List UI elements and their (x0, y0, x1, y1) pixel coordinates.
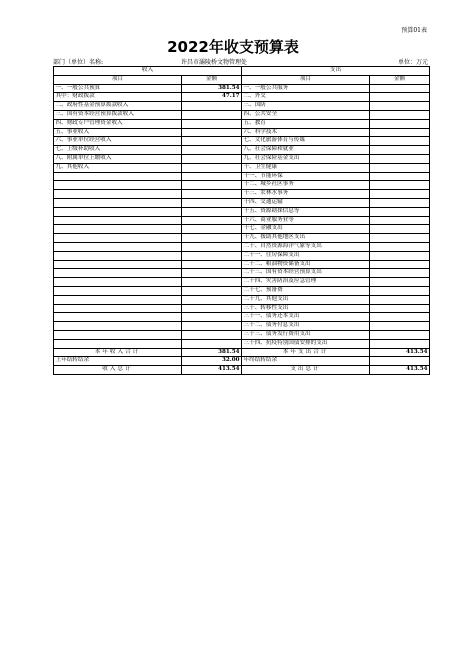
income-amount-cell (182, 242, 242, 251)
income-amount-cell (182, 234, 242, 243)
table-row (54, 251, 430, 260)
expense-amount-cell (370, 339, 430, 348)
income-item-cell (54, 225, 182, 234)
income-amount-cell (182, 154, 242, 163)
expense-item-cell: 六、科学技术 (242, 128, 370, 137)
page-title: 2022年收支预算表 (167, 38, 299, 56)
expense-amount-cell (370, 251, 430, 260)
income-item-cell: 九、其他收入 (54, 163, 182, 172)
table-row (54, 207, 430, 216)
expense-item-cell: 二十七、预备费 (242, 286, 370, 295)
carry-over-row (54, 357, 430, 366)
expense-amount-cell (370, 322, 430, 331)
table-row (54, 163, 430, 172)
year-expense-label: 本年支出合计 (242, 348, 370, 357)
income-amount-cell (182, 102, 242, 111)
income-item-cell: 四、财政专户管理资金收入 (54, 119, 182, 128)
income-amount-cell (182, 110, 242, 119)
expense-item-cell: 十五、资源勘探信息等 (242, 207, 370, 216)
table-row (54, 322, 430, 331)
form-number: 预算01表 (401, 27, 427, 34)
expense-item-cell: 三十二、债务付息支出 (242, 322, 370, 331)
expense-item-cell: 五、教育 (242, 119, 370, 128)
expense-item-cell: 三十一、债务还本支出 (242, 313, 370, 322)
expense-total-label: 支出总计 (242, 366, 370, 375)
income-item-header: 项目 (54, 75, 182, 84)
income-total-label: 收入总计 (54, 366, 182, 375)
income-item-cell (54, 304, 182, 313)
expense-item-cell: 九、社会保险基金支出 (242, 154, 370, 163)
income-item-cell (54, 190, 182, 199)
expense-amount-cell (370, 128, 430, 137)
year-total-row (54, 348, 430, 357)
income-item-cell: 七、上级补助收入 (54, 146, 182, 155)
expense-item-cell: 十七、金融支出 (242, 225, 370, 234)
expense-item-cell: 十二、城乡社区事务 (242, 181, 370, 190)
table-row (54, 190, 430, 199)
income-item-cell (54, 251, 182, 260)
expense-item-cell: 二十四、灾害防治及应急管理 (242, 278, 370, 287)
carry-out-label: 年终结转结余 (242, 357, 370, 366)
table-row (54, 339, 430, 348)
expense-item-cell: 二、外交 (242, 93, 370, 102)
income-amount-cell (182, 216, 242, 225)
table-row (54, 260, 430, 269)
income-item-cell (54, 172, 182, 181)
expense-item-cell: 七、文化旅游体育与传媒 (242, 137, 370, 146)
expense-item-header: 项目 (242, 75, 370, 84)
income-item-cell: 一、一般公共预算 (54, 84, 182, 93)
table-row (54, 286, 430, 295)
expense-amount-cell (370, 93, 430, 102)
expense-amount-cell (370, 207, 430, 216)
income-amount-cell (182, 286, 242, 295)
income-item-cell: 二、政府性基金预算拨款收入 (54, 102, 182, 111)
table-row (54, 198, 430, 207)
table-meta (53, 57, 428, 66)
income-item-cell (54, 198, 182, 207)
income-amount-cell (182, 207, 242, 216)
income-amount-cell (182, 251, 242, 260)
income-amount-cell (182, 339, 242, 348)
expense-amount-cell (370, 110, 430, 119)
income-item-cell: 八、附属单位上缴收入 (54, 154, 182, 163)
expense-item-cell: 三十、转移性支出 (242, 304, 370, 313)
expense-item-cell: 十一、节能环保 (242, 172, 370, 181)
unit-label: 单位：万元 (397, 59, 428, 66)
expense-item-cell: 二十九、其他支出 (242, 295, 370, 304)
income-amount-cell (182, 260, 242, 269)
year-expense-amount: 413.54 (370, 348, 430, 357)
table-row (54, 102, 430, 111)
income-item-cell (54, 216, 182, 225)
table-row (54, 234, 430, 243)
income-item-cell (54, 269, 182, 278)
expense-amount-cell (370, 269, 430, 278)
expense-total-amount: 413.54 (370, 366, 430, 375)
table-row (54, 119, 430, 128)
income-amount-cell (182, 198, 242, 207)
table-row (54, 172, 430, 181)
expense-amount-cell (370, 225, 430, 234)
year-income-amount: 381.54 (182, 348, 242, 357)
carry-out-amount (370, 357, 430, 366)
income-amount-cell (182, 304, 242, 313)
income-item-cell (54, 339, 182, 348)
table-row (54, 278, 430, 287)
expense-item-cell: 十六、商业服务业等 (242, 216, 370, 225)
grand-total-row (54, 366, 430, 375)
expense-item-cell: 十四、交通运输 (242, 198, 370, 207)
expense-item-cell: 二十、自然资源海洋气象等支出 (242, 242, 370, 251)
table-row (54, 304, 430, 313)
table-row (54, 242, 430, 251)
expense-amount-header: 金额 (370, 75, 430, 84)
table-row (54, 137, 430, 146)
expense-amount-cell (370, 304, 430, 313)
income-item-cell (54, 278, 182, 287)
income-item-cell: 三、国有资本经营预算拨款收入 (54, 110, 182, 119)
income-amount-cell: 381.54 (182, 84, 242, 93)
year-income-label: 本年收入合计 (54, 348, 182, 357)
expense-amount-cell (370, 295, 430, 304)
income-amount-cell (182, 269, 242, 278)
income-amount-cell (182, 295, 242, 304)
income-item-cell: 六、事业单位经营收入 (54, 137, 182, 146)
income-amount-cell: 47.17 (182, 93, 242, 102)
income-amount-cell (182, 119, 242, 128)
income-item-cell (54, 313, 182, 322)
income-item-cell (54, 181, 182, 190)
expense-item-cell: 二十二、粮油物资储备支出 (242, 260, 370, 269)
section-header-row (54, 67, 430, 76)
table-row (54, 128, 430, 137)
income-amount-cell (182, 313, 242, 322)
income-amount-cell (182, 330, 242, 339)
dept-name: 许昌市灞陵桥文物管理处 (181, 59, 248, 66)
expense-amount-cell (370, 181, 430, 190)
income-header: 收入 (54, 67, 242, 76)
table-row (54, 269, 430, 278)
income-item-cell: 五、事业收入 (54, 128, 182, 137)
expense-item-cell: 二十一、住房保障支出 (242, 251, 370, 260)
table-row (54, 84, 430, 93)
income-amount-cell (182, 146, 242, 155)
expense-item-cell: 二十三、国有资本经营预算支出 (242, 269, 370, 278)
income-amount-cell (182, 322, 242, 331)
column-header-row (54, 75, 430, 84)
totals-body (54, 348, 430, 374)
table-row (54, 295, 430, 304)
expense-amount-cell (370, 198, 430, 207)
income-item-cell (54, 260, 182, 269)
expense-amount-cell (370, 286, 430, 295)
income-amount-header: 金额 (182, 75, 242, 84)
income-amount-cell (182, 278, 242, 287)
table-row (54, 181, 430, 190)
expense-item-cell: 八、社会保障和就业 (242, 146, 370, 155)
income-item-cell: 其中：财政拨款 (54, 93, 182, 102)
expense-item-cell: 三十三、债务发行费用支出 (242, 330, 370, 339)
table-row (54, 313, 430, 322)
expense-item-cell: 十九、援助其他地区支出 (242, 234, 370, 243)
expense-amount-cell (370, 330, 430, 339)
expense-header: 支出 (242, 67, 430, 76)
carry-in-amount: 32.00 (182, 357, 242, 366)
table-row (54, 216, 430, 225)
expense-amount-cell (370, 216, 430, 225)
expense-item-cell: 三、国防 (242, 102, 370, 111)
expense-amount-cell (370, 102, 430, 111)
income-amount-cell (182, 163, 242, 172)
income-total-amount: 413.54 (182, 366, 242, 375)
expense-amount-cell (370, 234, 430, 243)
income-item-cell (54, 234, 182, 243)
income-amount-cell (182, 181, 242, 190)
table-row (54, 93, 430, 102)
expense-amount-cell (370, 313, 430, 322)
expense-amount-cell (370, 260, 430, 269)
expense-amount-cell (370, 242, 430, 251)
expense-item-cell: 十、卫生健康 (242, 163, 370, 172)
income-item-cell (54, 330, 182, 339)
expense-amount-cell (370, 278, 430, 287)
expense-amount-cell (370, 84, 430, 93)
income-amount-cell (182, 190, 242, 199)
income-item-cell (54, 207, 182, 216)
table-row (54, 110, 430, 119)
table-row (54, 146, 430, 155)
income-amount-cell (182, 172, 242, 181)
budget-table-body (54, 67, 430, 349)
income-item-cell (54, 286, 182, 295)
carry-in-label: 上年结转结余 (54, 357, 182, 366)
table-row (54, 154, 430, 163)
expense-amount-cell (370, 154, 430, 163)
income-item-cell (54, 322, 182, 331)
income-amount-cell (182, 225, 242, 234)
expense-amount-cell (370, 172, 430, 181)
expense-amount-cell (370, 119, 430, 128)
income-amount-cell (182, 137, 242, 146)
expense-amount-cell (370, 163, 430, 172)
expense-item-cell: 十三、农林水事务 (242, 190, 370, 199)
income-item-cell (54, 242, 182, 251)
budget-table (53, 66, 430, 375)
income-amount-cell (182, 128, 242, 137)
income-item-cell (54, 295, 182, 304)
expense-amount-cell (370, 190, 430, 199)
expense-item-cell: 四、公共安全 (242, 110, 370, 119)
dept-label: 部门（单位）名称: (53, 59, 104, 66)
expense-amount-cell (370, 146, 430, 155)
expense-amount-cell (370, 137, 430, 146)
table-row (54, 225, 430, 234)
expense-item-cell: 一、一般公共服务 (242, 84, 370, 93)
table-row (54, 330, 430, 339)
expense-item-cell: 三十四、抗疫特别国债安排的支出 (242, 339, 370, 348)
